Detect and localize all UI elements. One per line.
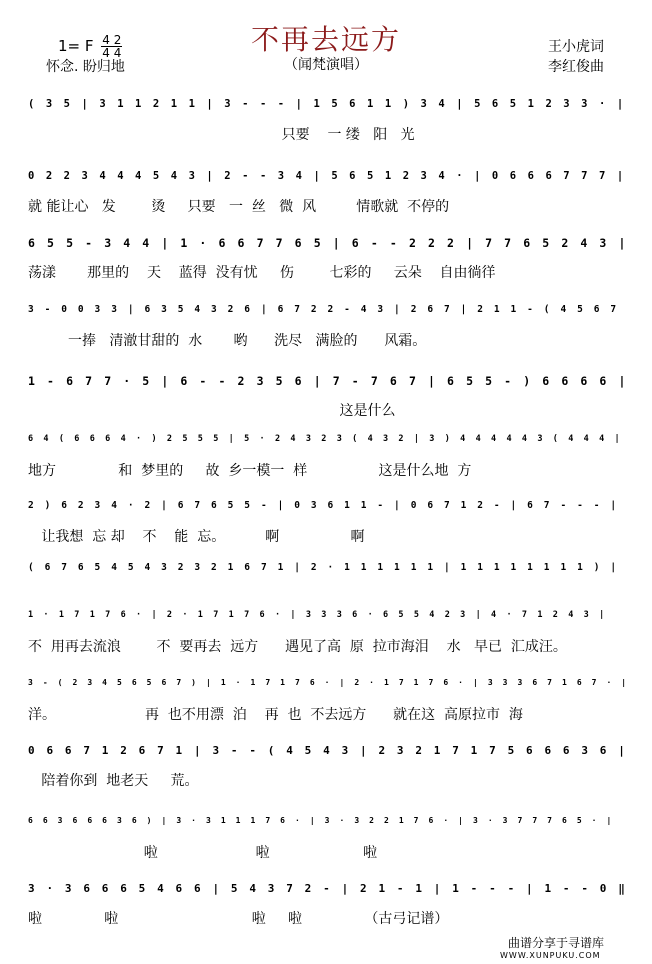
notes-line-3: 6 5 5 - 3 4 4 | 1 · 6 6 7 7 6 5 | 6 - - 2 2 2 | 7 7 6 5 2 4 3 |: [28, 236, 628, 250]
mood-marking: 怀念. 盼归地: [46, 59, 125, 75]
score-line-2: [28, 170, 628, 230]
notes-line-11: 0 6 6 7 1 2 6 7 1 | 3 - - ( 4 5 4 3 | 2 3 2 1 7 1 7 5 6 6 6 3 6 |: [28, 744, 628, 757]
lyrics-line-7: 让我想 忘 却 不 能 忘。 啊 啊: [28, 529, 365, 545]
footer-site-url: WWW.XUNPUKU.COM: [500, 951, 601, 960]
notes-line-8: ( 6 7 6 5 4 5 4 3 2 3 2 1 6 7 1 | 2 · 1 1 1 1 1 1 | 1 1 1 1 1 1 1 1 ) |: [28, 562, 619, 573]
composer-credit: 李红俊曲: [548, 59, 604, 75]
lyrics-line-5: 这是什么: [28, 403, 396, 419]
score-line-3: [28, 236, 628, 296]
notes-line-7: 2 ) 6 2 3 4 · 2 | 6 7 6 5 5 - | 0 3 6 1 1 - | 0 6 7 1 2 - | 6 7 - - - |: [28, 500, 619, 511]
score-line-1: [28, 98, 628, 158]
score-line-4: [28, 304, 628, 364]
score-line-5: [28, 374, 628, 434]
lyrics-line-10: 洋。 再 也不用漂 泊 再 也 不去远方 就在这 高原拉市 海: [28, 707, 523, 723]
footer-site-name: 曲谱分享于寻谱库: [508, 936, 605, 950]
key-label: 1= F: [58, 37, 94, 55]
score-line-9: [28, 610, 628, 670]
time-signature-top: 4 2: [102, 33, 122, 47]
notes-line-9: 1 · 1 7 1 7 6 · | 2 · 1 7 1 7 6 · | 3 3 3 6 · 6 5 5 4 2 3 | 4 · 7 1 2 4 3 |: [28, 610, 607, 620]
score-line-6: [28, 434, 628, 494]
notes-line-1: ( 3 5 | 3 1 1 2 1 1 | 3 - - - | 1 5 6 1 1 ) 3 4 | 5 6 5 1 2 3 3 · |: [28, 98, 626, 110]
lyrics-line-2: 就 能让心 发 烫 只要 一 丝 微 风 情歌就 不停的: [28, 199, 450, 215]
score-line-7: [28, 500, 628, 560]
notes-line-2: 0 2 2 3 4 4 4 5 4 3 | 2 - - 3 4 | 5 6 5 1 2 3 4 · | 0 6 6 6 7 7 7 |: [28, 170, 626, 182]
lyrics-line-12: 啦 啦 啦: [28, 845, 378, 861]
lyrics-line-9: 不 用再去流浪 不 要再去 远方 遇见了高 原 拉市海泪 水 早已 汇成汪。: [28, 639, 567, 655]
lyrics-line-3: 荡漾 那里的 天 蓝得 没有忧 伤 七彩的 云朵 自由徜徉: [28, 265, 496, 281]
notes-line-5: 1 - 6 7 7 · 5 | 6 - - 2 3 5 6 | 7 - 7 6 7 | 6 5 5 - ) 6 6 6 6 |: [28, 374, 628, 388]
notes-line-10: 3 - ( 2 3 4 5 6 5 6 7 ) | 1 · 1 7 1 7 6 · | 2 · 1 7 1 7 6 · | 3 3 3 6 7 1 6 7 · |: [28, 678, 629, 687]
notes-line-12: 6 6 3 6 6 6 3 6 ) | 3 · 3 1 1 1 7 6 · | 3 · 3 2 2 1 7 6 · | 3 · 3 7 7 7 6 5 · |: [28, 816, 614, 825]
score-line-10: [28, 678, 628, 738]
song-subtitle: （闻梵演唱）: [284, 57, 368, 73]
score-line-13: [28, 882, 628, 942]
lyrics-line-6: 地方 和 梦里的 故 乡一模一 样 这是什么地 方: [28, 463, 472, 479]
song-title: 不再去远方: [250, 23, 401, 56]
lyrics-line-11: 陪着你到 地老天 荒。: [28, 773, 199, 789]
notes-line-4: 3 - 0 0 3 3 | 6 3 5 4 3 2 6 | 6 7 2 2 - 4 3 | 2 6 7 | 2 1 1 - ( 4 5 6 7: [28, 304, 619, 315]
notes-line-6: 6 4 ( 6 6 6 4 · ) 2 5 5 5 | 5 · 2 4 3 2 3 ( 4 3 2 | 3 ) 4 4 4 4 4 3 ( 4 4 4 |: [28, 434, 623, 444]
time-signature-bottom: 4 4: [102, 46, 122, 60]
lyrics-line-13: 啦 啦 啦 啦 （古弓记谱）: [28, 911, 449, 927]
lyricist-credit: 王小虎词: [548, 39, 604, 55]
lyrics-line-4: 一捧 清澈甘甜的 水 哟 洗尽 满脸的 风霜。: [28, 333, 427, 349]
notes-line-13: 3 · 3 6 6 6 5 4 6 6 | 5 4 3 7 2 - | 2 1 - 1 | 1 - - - | 1 - - 0 ‖: [28, 882, 628, 895]
score-line-11: [28, 744, 628, 804]
score-line-12: [28, 816, 628, 876]
lyrics-line-1: 只要 一 缕 阳 光: [28, 127, 415, 143]
